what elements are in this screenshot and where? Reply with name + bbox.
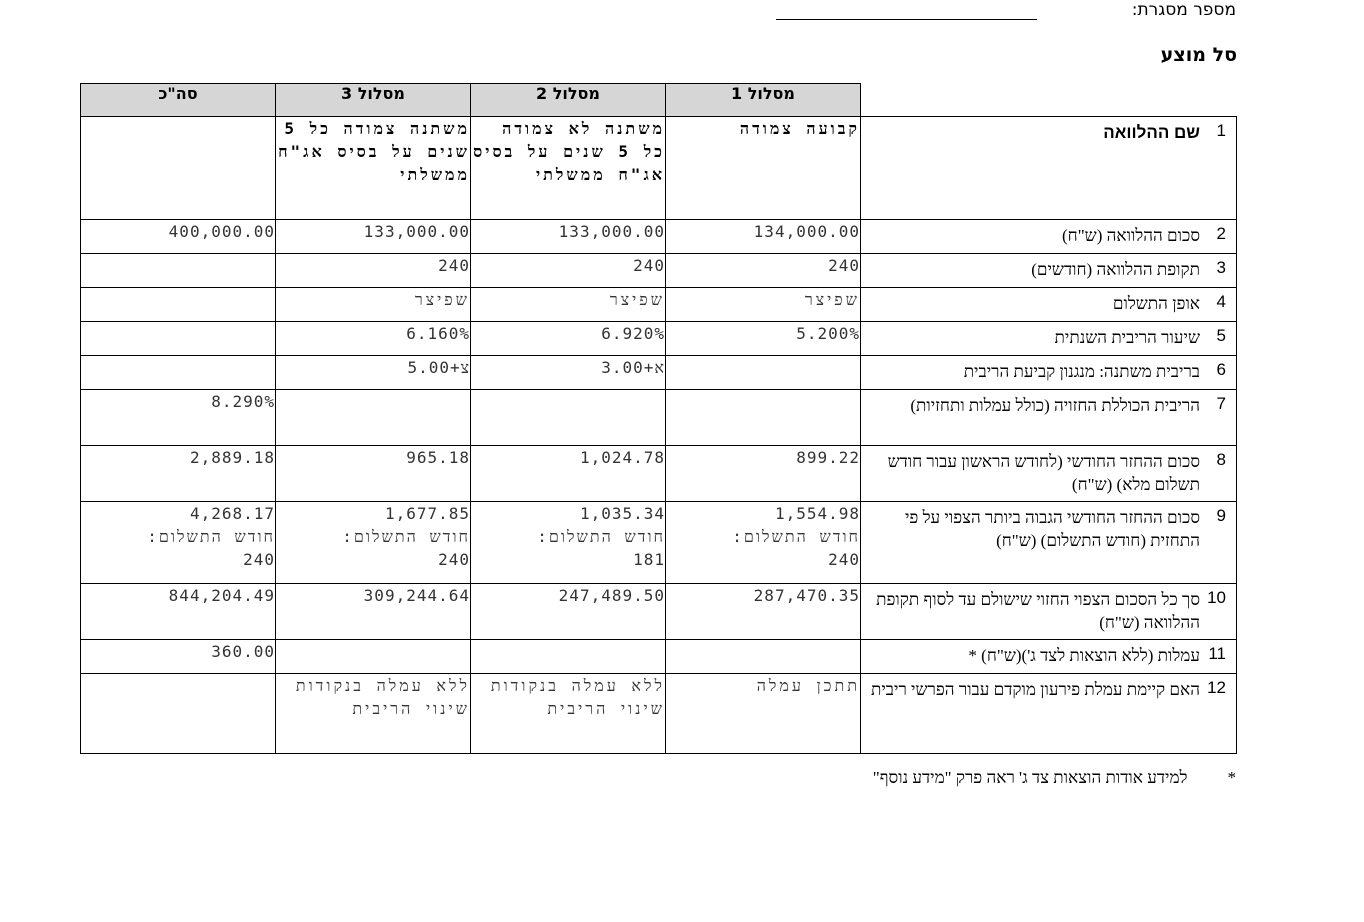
- cell-value: 6.920%: [601, 324, 665, 343]
- row-label-cell: [861, 640, 1237, 674]
- payment-month-value: 240: [243, 550, 275, 569]
- column-header-track-3: מסלול 3: [276, 84, 471, 117]
- cell-value: 133,000.00: [363, 222, 470, 241]
- row-label: אופן התשלום: [1112, 294, 1200, 313]
- cell-value: משתנה לא צמודה כל 5 שנים על בסיס אג"ח ממשלתי: [473, 119, 665, 184]
- cell-value: א+3.00: [601, 358, 665, 377]
- cell-track-1: [666, 117, 861, 220]
- cell-value: 1,035.34: [579, 504, 665, 523]
- row-number: 7: [1216, 394, 1226, 413]
- table-row: [81, 356, 1237, 390]
- cell-track-3: [276, 446, 471, 502]
- cell-value: 899.22: [796, 448, 860, 467]
- cell-value: צ+5.00: [407, 358, 470, 377]
- table-row: [81, 446, 1237, 502]
- cell-value: 400,000.00: [168, 222, 275, 241]
- row-number: 11: [1208, 644, 1226, 663]
- payment-month-value: 240: [828, 550, 860, 569]
- cell-value: שפיצר: [609, 290, 665, 309]
- cell-track-4: [81, 584, 276, 640]
- cell-track-1: [666, 254, 861, 288]
- cell-track-3: [276, 117, 471, 220]
- cell-track-2: [471, 674, 666, 754]
- row-label: בריבית משתנה: מנגנון קביעת הריבית: [963, 362, 1200, 381]
- cell-value: 133,000.00: [558, 222, 665, 241]
- cell-track-4: [81, 288, 276, 322]
- cell-track-1: [666, 446, 861, 502]
- table-row: [81, 502, 1237, 584]
- cell-track-2: [471, 640, 666, 674]
- footnote: [873, 768, 1236, 788]
- cell-track-1: [666, 584, 861, 640]
- cell-value: 240: [633, 256, 665, 275]
- cell-value: 247,489.50: [558, 586, 665, 605]
- cell-value: קבועה צמודה: [739, 119, 860, 138]
- row-label: סכום ההחזר החודשי (לחודש הראשון עבור חודש תשלום מלא) (ש"ח): [887, 452, 1200, 494]
- cell-value: שפיצר: [804, 290, 860, 309]
- table-row: [81, 390, 1237, 446]
- row-label-cell: [861, 117, 1237, 220]
- cell-track-3: [276, 288, 471, 322]
- cell-value: 8.290%: [211, 392, 275, 411]
- cell-value: 4,268.17: [189, 504, 275, 523]
- cell-value: ללא עמלה בנקודות שינוי הריבית: [490, 676, 665, 718]
- row-label: תקופת ההלוואה (חודשים): [1031, 260, 1200, 279]
- cell-track-1: [666, 220, 861, 254]
- header-corner: [861, 84, 1237, 117]
- row-label: הריבית הכוללת החזויה (כולל עמלות ותחזיות): [910, 396, 1200, 415]
- cell-track-4: [81, 254, 276, 288]
- payment-month-label: חודש התשלום:: [537, 527, 665, 546]
- table-row: [81, 322, 1237, 356]
- table-row: [81, 584, 1237, 640]
- row-label-cell: [861, 502, 1237, 584]
- cell-track-3: [276, 390, 471, 446]
- closure-number-label: מספר מסגרת:: [1131, 0, 1236, 20]
- row-label-cell: [861, 220, 1237, 254]
- cell-track-2: [471, 220, 666, 254]
- table-row: [81, 640, 1237, 674]
- cell-track-3: [276, 220, 471, 254]
- footnote-text: למידע אודות הוצאות צד ג' ראה פרק "מידע נוסף": [872, 768, 1188, 787]
- basket-title: סל מוצע: [1160, 44, 1237, 66]
- cell-track-2: [471, 117, 666, 220]
- row-label: עמלות (ללא הוצאות לצד ג')(ש"ח) *: [968, 646, 1200, 665]
- cell-value: 965.18: [406, 448, 470, 467]
- loan-basket-table: [80, 83, 1237, 754]
- payment-month-value: 240: [438, 550, 470, 569]
- row-label: סכום ההלוואה (ש"ח): [1062, 226, 1200, 245]
- row-number: 1: [1216, 121, 1226, 140]
- cell-track-2: [471, 584, 666, 640]
- table-row: [81, 674, 1237, 754]
- table-row: [81, 254, 1237, 288]
- cell-value: 2,889.18: [189, 448, 275, 467]
- row-number: 4: [1216, 292, 1226, 311]
- cell-track-3: [276, 254, 471, 288]
- cell-value: 240: [438, 256, 470, 275]
- cell-track-2: [471, 322, 666, 356]
- row-label-cell: [861, 322, 1237, 356]
- payment-month-value: 181: [633, 550, 665, 569]
- cell-track-2: [471, 446, 666, 502]
- row-number: 12: [1207, 678, 1226, 697]
- cell-track-2: [471, 288, 666, 322]
- row-label: סך כל הסכום הצפוי החזוי שישולם עד לסוף תקופת ההלוואה (ש"ח): [876, 590, 1200, 632]
- cell-value: 134,000.00: [753, 222, 860, 241]
- row-label: סכום ההחזר החודשי הגבוה ביותר הצפוי על פי התחזית (חודש התשלום) (ש"ח): [904, 508, 1200, 550]
- cell-track-4: [81, 390, 276, 446]
- row-label-cell: [861, 254, 1237, 288]
- cell-track-1: [666, 674, 861, 754]
- cell-value: 360.00: [211, 642, 275, 661]
- payment-month-label: חודש התשלום:: [732, 527, 860, 546]
- cell-value: 1,554.98: [774, 504, 860, 523]
- cell-track-3: [276, 356, 471, 390]
- cell-track-3: [276, 502, 471, 584]
- table-header-row: [81, 84, 1237, 117]
- cell-track-4: [81, 117, 276, 220]
- cell-value: שפיצר: [414, 290, 470, 309]
- cell-value: תתכן עמלה: [756, 676, 860, 695]
- cell-track-4: [81, 502, 276, 584]
- table-row: [81, 288, 1237, 322]
- payment-month-label: חודש התשלום:: [342, 527, 470, 546]
- cell-track-1: [666, 322, 861, 356]
- cell-track-2: [471, 502, 666, 584]
- cell-track-4: [81, 446, 276, 502]
- row-label-cell: [861, 356, 1237, 390]
- cell-track-4: [81, 322, 276, 356]
- cell-value: 5.200%: [796, 324, 860, 343]
- cell-value: 309,244.64: [363, 586, 470, 605]
- row-label: האם קיימת עמלת פירעון מוקדם עבור הפרשי ריבית: [870, 680, 1200, 699]
- row-number: 5: [1216, 326, 1226, 345]
- payment-month-label: חודש התשלום:: [147, 527, 275, 546]
- row-label-cell: [861, 288, 1237, 322]
- row-number: 6: [1216, 360, 1226, 379]
- row-label-cell: [861, 584, 1237, 640]
- column-header-track-1: מסלול 1: [666, 84, 861, 117]
- cell-value: 240: [828, 256, 860, 275]
- row-label: שיעור הריבית השנתית: [1054, 328, 1200, 347]
- cell-track-1: [666, 288, 861, 322]
- cell-value: 844,204.49: [168, 586, 275, 605]
- cell-track-4: [81, 220, 276, 254]
- table-row: [81, 220, 1237, 254]
- row-number: 2: [1216, 224, 1226, 243]
- table-row: [81, 117, 1237, 220]
- cell-value: 287,470.35: [753, 586, 860, 605]
- cell-value: 6.160%: [406, 324, 470, 343]
- row-number: 3: [1216, 258, 1226, 277]
- footnote-star: *: [1227, 768, 1236, 787]
- cell-track-1: [666, 390, 861, 446]
- cell-track-4: [81, 356, 276, 390]
- column-header-total: סה"כ: [81, 84, 276, 117]
- cell-track-2: [471, 390, 666, 446]
- cell-track-3: [276, 674, 471, 754]
- cell-track-2: [471, 356, 666, 390]
- cell-track-2: [471, 254, 666, 288]
- cell-track-1: [666, 356, 861, 390]
- row-label: שם ההלוואה: [1103, 123, 1200, 142]
- row-label-cell: [861, 446, 1237, 502]
- cell-value: 1,677.85: [384, 504, 470, 523]
- closure-number-field[interactable]: [776, 19, 1037, 20]
- column-header-track-2: מסלול 2: [471, 84, 666, 117]
- cell-value: משתנה צמודה כל 5 שנים על בסיס אג"ח ממשלתי: [278, 119, 470, 184]
- cell-track-4: [81, 640, 276, 674]
- cell-track-3: [276, 322, 471, 356]
- row-label-cell: [861, 390, 1237, 446]
- row-number: 8: [1216, 450, 1226, 469]
- row-number: 9: [1216, 506, 1226, 525]
- cell-value: ללא עמלה בנקודות שינוי הריבית: [295, 676, 470, 718]
- cell-track-1: [666, 640, 861, 674]
- row-label-cell: [861, 674, 1237, 754]
- row-number: 10: [1207, 588, 1226, 607]
- cell-track-3: [276, 640, 471, 674]
- cell-track-3: [276, 584, 471, 640]
- cell-value: 1,024.78: [579, 448, 665, 467]
- cell-track-1: [666, 502, 861, 584]
- cell-track-4: [81, 674, 276, 754]
